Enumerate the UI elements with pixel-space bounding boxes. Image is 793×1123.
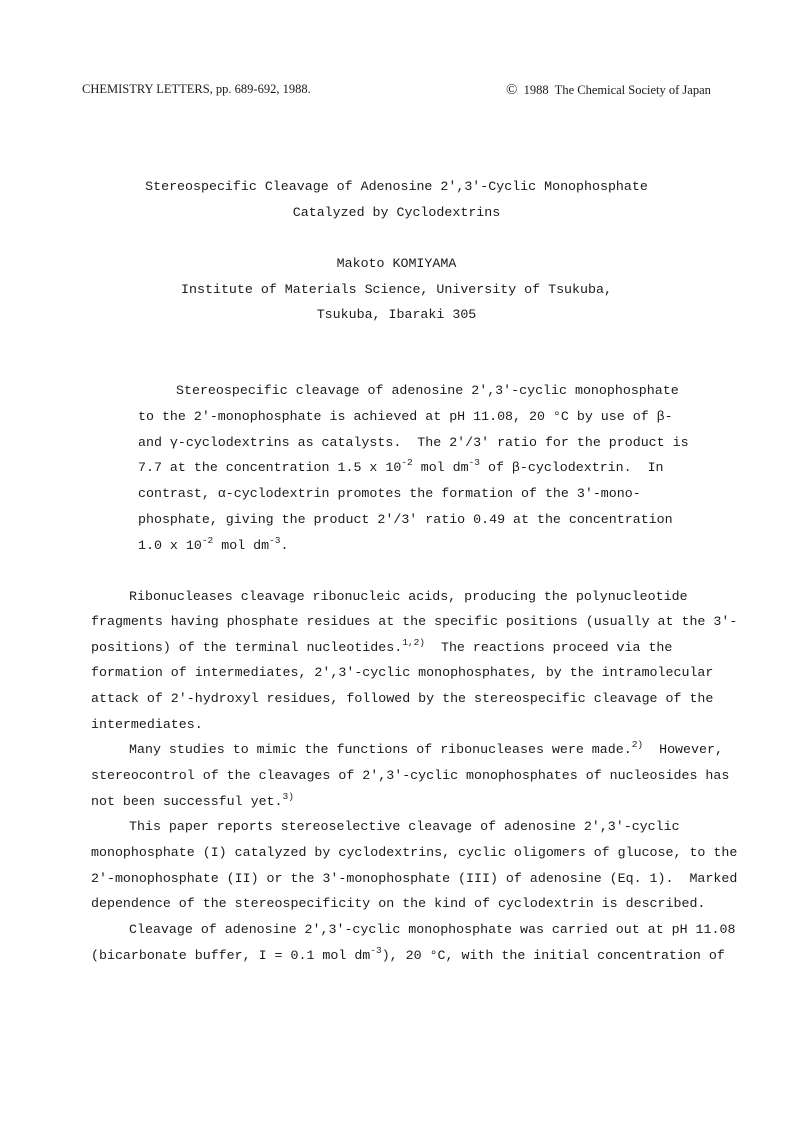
abstract-line: to the 2'-monophosphate is achieved at pH 11.08, 20 °C by use of β- xyxy=(138,409,673,424)
citation-superscript: 1,2) xyxy=(402,637,426,648)
body-line: This paper reports stereoselective cleavage of adenosine 2',3'-cyclic xyxy=(129,819,680,834)
paper-title-line-1: Stereospecific Cleavage of Adenosine 2',3'-Cyclic Monophosphate xyxy=(145,179,648,194)
body-line: fragments having phosphate residues at the specific positions (usually at the 3'- xyxy=(91,614,738,629)
abstract-line: 7.7 at the concentration 1.5 x $10^{-2}$ mol $dm^{-3}$ of β-cyclodextrin. In xyxy=(138,457,664,475)
author-affiliation-line-1: Institute of Materials Science, University of Tsukuba, xyxy=(181,282,612,297)
author-name: Makoto KOMIYAMA xyxy=(336,256,457,271)
copyright-notice xyxy=(506,82,711,99)
citation-superscript: 3) xyxy=(282,791,294,802)
body-line: dependence of the stereospecificity on the kind of cyclodextrin is described. xyxy=(91,896,706,911)
author-affiliation-line-2: Tsukuba, Ibaraki 305 xyxy=(316,307,477,322)
abstract-line: Stereospecific cleavage of adenosine 2',3'-cyclic monophosphate xyxy=(176,383,679,398)
body-line: attack of 2'-hydroxyl residues, followed by the stereospecific cleavage of the xyxy=(91,691,714,706)
body-line: not been successful yet.$^{3)}$ xyxy=(91,791,294,809)
body-line: Ribonucleases cleavage ribonucleic acids, producing the polynucleotide xyxy=(129,589,688,604)
abstract-line: contrast, α-cyclodextrin promotes the formation of the 3'-mono- xyxy=(138,486,641,501)
paper-title-line-2: Catalyzed by Cyclodextrins xyxy=(292,205,501,220)
journal-citation: CHEMISTRY LETTERS, pp. 689-692, 1988. xyxy=(82,82,311,96)
copyright-text: 1988 The Chemical Society of Japan xyxy=(523,83,711,97)
abstract-line: and γ-cyclodextrins as catalysts. The 2'/3' ratio for the product is xyxy=(138,435,689,450)
body-line: (bicarbonate buffer, I = 0.1 mol $dm^{-3}$), 20 °C, with the initial concentration of xyxy=(91,945,725,963)
abstract-line: 1.0 x $10^{-2}$ mol $dm^{-3}$. xyxy=(138,535,289,553)
body-line: monophosphate (I) catalyzed by cyclodextrins, cyclic oligomers of glucose, to the xyxy=(91,845,738,860)
body-line: 2'-monophosphate (II) or the 3'-monophosphate (III) of adenosine (Eq. 1). Marked xyxy=(91,871,738,886)
citation-superscript: 2) xyxy=(631,739,644,750)
body-line: intermediates. xyxy=(91,717,203,732)
copyright-icon: © xyxy=(506,82,518,98)
body-line: Many studies to mimic the functions of ribonucleases were made.$^{2)}$ However, xyxy=(129,739,723,757)
body-line: positions) of the terminal nucleotides.$^{1,2)}$ The reactions proceed via the xyxy=(91,637,673,655)
body-line: stereocontrol of the cleavages of 2',3'-cyclic monophosphates of nucleosides has xyxy=(91,768,730,783)
abstract-line: phosphate, giving the product 2'/3' ratio 0.49 at the concentration xyxy=(138,512,673,527)
body-line: formation of intermediates, 2',3'-cyclic monophosphates, by the intramolecular xyxy=(91,665,714,680)
body-line: Cleavage of adenosine 2',3'-cyclic monophosphate was carried out at pH 11.08 xyxy=(129,922,736,937)
